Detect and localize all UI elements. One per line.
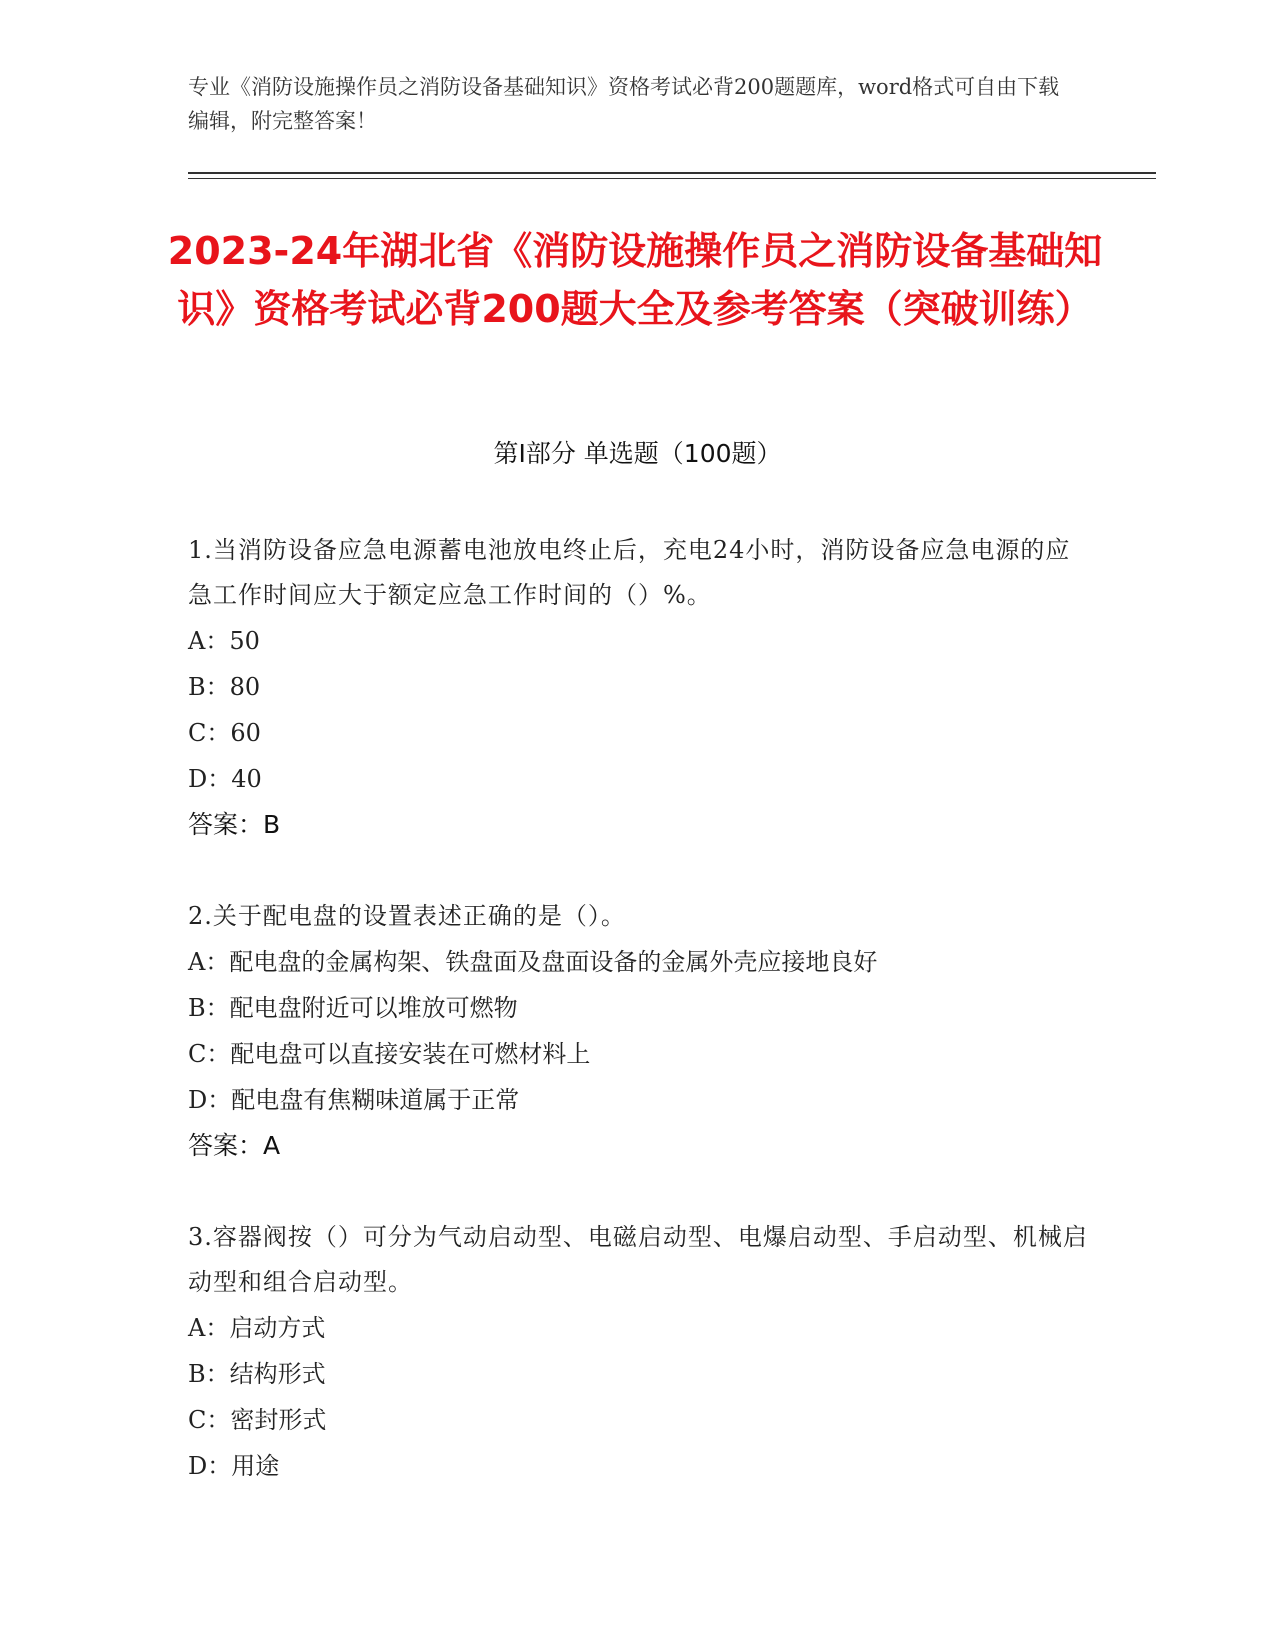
option-b: B：配电盘附近可以堆放可燃物 bbox=[188, 994, 518, 1022]
option-c: C：配电盘可以直接安装在可燃材料上 bbox=[188, 1040, 591, 1068]
option-d: D：用途 bbox=[188, 1452, 280, 1480]
option-d: D：配电盘有焦糊味道属于正常 bbox=[188, 1086, 520, 1114]
question-3 bbox=[188, 1215, 1088, 1489]
answer: 答案：B bbox=[188, 810, 281, 839]
option-a: A：50 bbox=[188, 627, 260, 655]
option-c: C：60 bbox=[188, 719, 261, 747]
question-1 bbox=[188, 528, 1088, 848]
divider-top bbox=[188, 172, 1156, 174]
option-b: B：80 bbox=[188, 673, 261, 701]
option-a: A：配电盘的金属构架、铁盘面及盘面设备的金属外壳应接地良好 bbox=[188, 948, 878, 976]
header-note: 专业《消防设施操作员之消防设备基础知识》资格考试必背200题题库，word格式可自由下载编辑，附完整答案！ bbox=[188, 75, 1060, 133]
option-d: D：40 bbox=[188, 765, 262, 793]
option-b: B：结构形式 bbox=[188, 1360, 326, 1388]
document-title: 2023-24年湖北省《消防设施操作员之消防设备基础知识》资格考试必背200题大全及参考答案（突破训练） bbox=[167, 229, 1103, 331]
question-2 bbox=[188, 894, 1088, 1169]
question-list bbox=[188, 528, 1088, 1535]
option-c: C：密封形式 bbox=[188, 1406, 327, 1434]
question-stem: 3.容器阀按（）可分为气动启动型、电磁启动型、电爆启动型、手启动型、机械启动型和组合启动型。 bbox=[188, 1223, 1088, 1296]
divider-bottom bbox=[188, 178, 1156, 179]
question-stem: 2.关于配电盘的设置表述正确的是（）。 bbox=[188, 902, 626, 930]
section-heading: 第Ⅰ部分 单选题（100题） bbox=[493, 439, 782, 468]
answer: 答案：A bbox=[188, 1131, 281, 1160]
option-a: A：启动方式 bbox=[188, 1314, 326, 1342]
question-stem: 1.当消防设备应急电源蓄电池放电终止后，充电24小时，消防设备应急电源的应急工作时间应大于额定应急工作时间的（）%。 bbox=[188, 536, 1071, 609]
